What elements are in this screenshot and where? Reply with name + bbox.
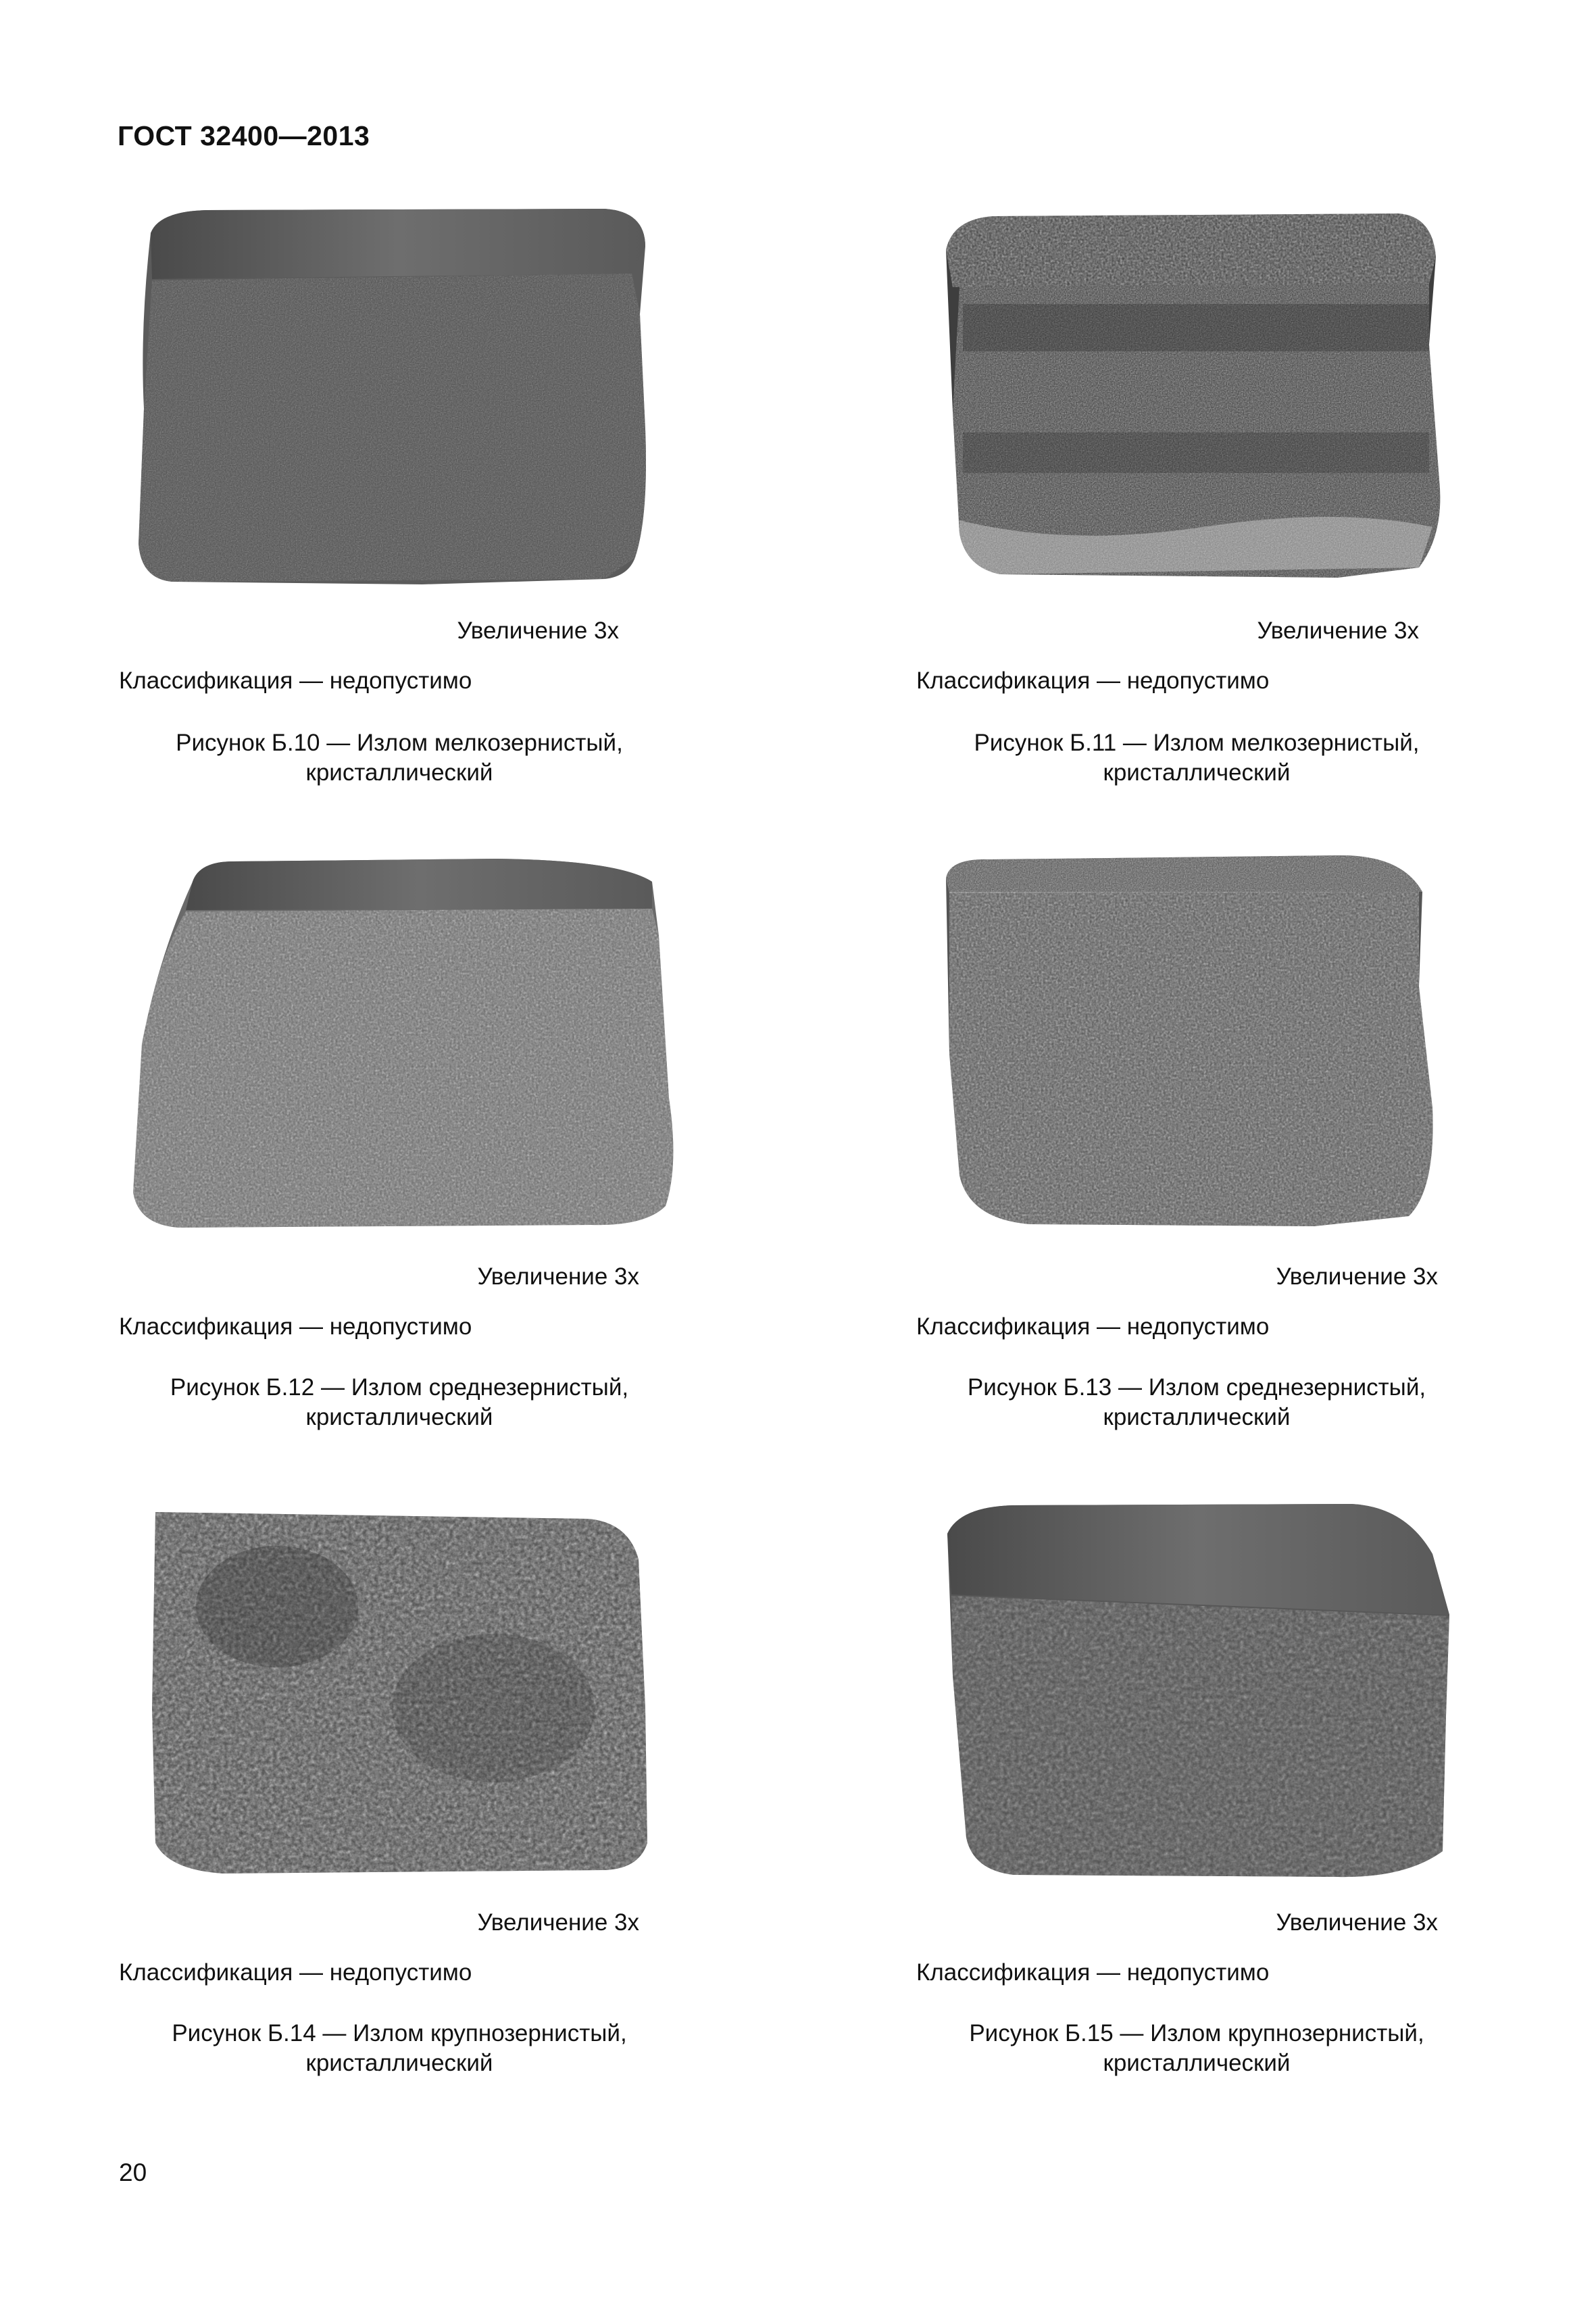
magnification-label: Увеличение 3х [477,1909,639,1936]
fracture-specimen-photo [932,1500,1453,1882]
figure-caption [119,728,680,788]
figure-caption-line: кристаллический [305,1404,493,1430]
figure-caption [916,728,1477,788]
figure-caption-line: Рисунок Б.11 — Излом мелкозернистый, [974,730,1420,756]
magnification-label: Увеличение 3х [1257,618,1419,644]
figure-caption-line: Рисунок Б.13 — Излом среднезернистый, [967,1374,1426,1401]
magnification-label: Увеличение 3х [1276,1909,1438,1936]
figure-caption [119,1373,680,1432]
figure-caption-line: кристаллический [305,759,493,786]
classification-label: Классификация — недопустимо [916,1313,1270,1340]
magnification-label: Увеличение 3х [457,618,619,644]
fracture-specimen-photo [142,1505,655,1876]
classification-label: Классификация — недопустимо [916,1959,1270,1986]
fracture-specimen-photo [932,209,1446,584]
document-header: ГОСТ 32400—2013 [118,120,370,151]
figure-caption-line: Рисунок Б.15 — Излом крупнозернистый, [969,2020,1424,2046]
figure-caption-line: кристаллический [1103,759,1291,786]
classification-label: Классификация — недопустимо [119,1959,472,1986]
figure-caption-line: кристаллический [305,2050,493,2076]
fracture-specimen-photo [118,855,682,1230]
magnification-label: Увеличение 3х [477,1263,639,1290]
classification-label: Классификация — недопустимо [119,1313,472,1340]
fracture-specimen-photo [132,206,652,588]
figure-caption-line: Рисунок Б.14 — Излом крупнозернистый, [172,2020,627,2046]
figure-caption [119,2019,680,2078]
figure-caption-line: кристаллический [1103,2050,1291,2076]
page-number: 20 [119,2159,147,2186]
classification-label: Классификация — недопустимо [916,668,1270,694]
figure-caption [916,1373,1477,1432]
fracture-specimen-photo [936,851,1439,1230]
classification-label: Классификация — недопустимо [119,668,472,694]
figure-caption-line: Рисунок Б.12 — Излом среднезернистый, [170,1374,629,1401]
figure-caption-line: кристаллический [1103,1404,1291,1430]
figure-caption [916,2019,1477,2078]
figure-caption-line: Рисунок Б.10 — Излом мелкозернистый, [176,730,623,756]
magnification-label: Увеличение 3х [1276,1263,1438,1290]
